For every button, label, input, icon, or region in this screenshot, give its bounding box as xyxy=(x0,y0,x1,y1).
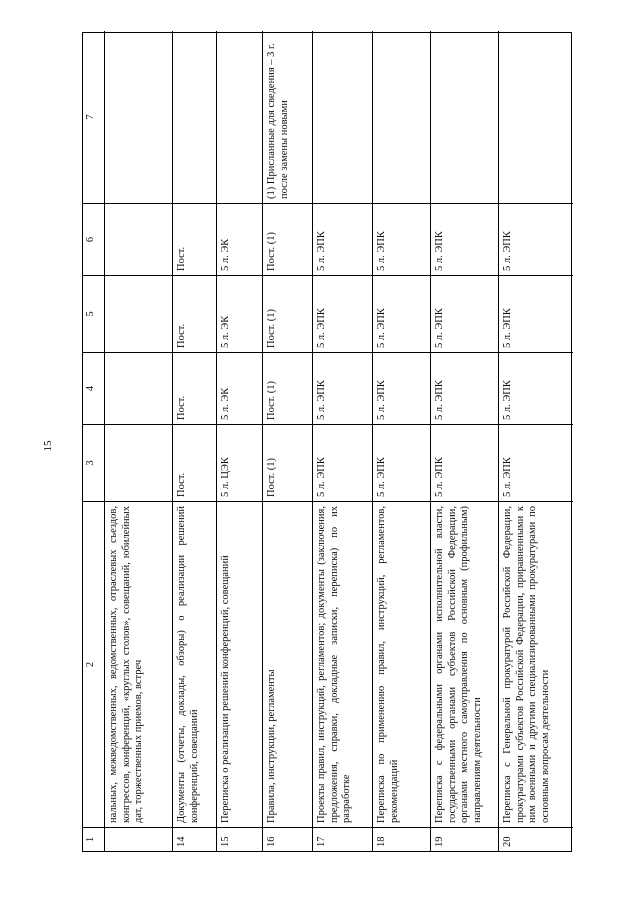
retention-term-col5: 5 л. ЭПК xyxy=(373,275,430,352)
table-header-row xyxy=(83,31,105,851)
row-number: 14 xyxy=(173,827,216,851)
retention-term-col5: 5 л. ЭК xyxy=(217,275,262,352)
retention-term-col6: 5 л. ЭК xyxy=(217,203,262,275)
retention-term-col5: Пост. xyxy=(173,275,216,352)
row-number: 18 xyxy=(373,827,430,851)
retention-term-col3: Пост. (1) xyxy=(263,424,312,501)
retention-term-col3: Пост. xyxy=(173,424,216,501)
notes xyxy=(173,31,216,203)
table-row xyxy=(263,31,313,851)
retention-term-col4: 5 л. ЭПК xyxy=(431,352,498,424)
row-number: 19 xyxy=(431,827,498,851)
retention-term-col4: Пост. (1) xyxy=(263,352,312,424)
retention-term-col6: 5 л. ЭПК xyxy=(313,203,372,275)
retention-term-col5: Пост. (1) xyxy=(263,275,312,352)
retention-term-col3: 5 л. ЭПК xyxy=(373,424,430,501)
document-description: Правила, инструкции, регламенты xyxy=(263,501,312,827)
notes xyxy=(499,31,573,203)
header-cell-4: 4 xyxy=(83,352,104,424)
notes xyxy=(217,31,262,203)
retention-term-col4: 5 л. ЭПК xyxy=(373,352,430,424)
retention-term-col3: 5 л. ЦЭК xyxy=(217,424,262,501)
retention-term-col3 xyxy=(105,424,172,501)
document-description: Переписка с федеральными органами исполнительной власти, государственными органами субъектов Российской Федерации, органами местного самоуправления по основным (профильным) направлениям деятельности xyxy=(431,501,498,827)
retention-term-col6: 5 л. ЭПК xyxy=(431,203,498,275)
document-description: нальных, межведомственных, ведомственных, отраслевых съездов, конгрессов, конференций, «круглых столов», совещаний, юбилейных дат, торжественных приемов, встреч xyxy=(105,501,172,827)
row-number xyxy=(105,827,172,851)
retention-term-col5 xyxy=(105,275,172,352)
retention-term-col3: 5 л. ЭПК xyxy=(431,424,498,501)
table-row xyxy=(373,31,431,851)
document-description: Переписка с Генеральной прокуратурой Российской Федерации, прокуратурами субъектов Российской Федерации, приравненными к ним военными и другими специализированными прокуратурами по основным вопросам деятельности xyxy=(499,501,573,827)
notes: (1) Присланные для сведения – 3 г. после замены новыми xyxy=(266,43,290,199)
notes xyxy=(431,31,498,203)
document-description: Документы (отчеты, доклады, обзоры) о реализации решений конференций, совещаний xyxy=(173,501,216,827)
notes xyxy=(105,31,172,203)
header-cell-5: 5 xyxy=(83,275,104,352)
document-description: Переписка о реализации решений конференций, совещаний xyxy=(217,501,262,827)
retention-term-col4: 5 л. ЭК xyxy=(217,352,262,424)
notes xyxy=(373,31,430,203)
records-table xyxy=(82,32,572,852)
retention-term-col6: Пост. xyxy=(173,203,216,275)
retention-term-col4: 5 л. ЭПК xyxy=(499,352,573,424)
retention-term-col5: 5 л. ЭПК xyxy=(499,275,573,352)
retention-term-col4 xyxy=(105,352,172,424)
retention-term-col4: Пост. xyxy=(173,352,216,424)
retention-term-col3: 5 л. ЭПК xyxy=(499,424,573,501)
retention-term-col6: 5 л. ЭПК xyxy=(373,203,430,275)
retention-term-col4: 5 л. ЭПК xyxy=(313,352,372,424)
table-row xyxy=(499,31,573,851)
retention-term-col5: 5 л. ЭПК xyxy=(431,275,498,352)
table-row xyxy=(217,31,263,851)
retention-term-col3: 5 л. ЭПК xyxy=(313,424,372,501)
header-cell-7: 7 xyxy=(85,114,96,120)
table-row xyxy=(313,31,373,851)
row-number: 16 xyxy=(263,827,312,851)
row-number: 15 xyxy=(217,827,262,851)
notes xyxy=(313,31,372,203)
retention-term-col5: 5 л. ЭПК xyxy=(313,275,372,352)
header-cell-2: 2 xyxy=(83,501,104,827)
table-row xyxy=(105,31,173,851)
table-row xyxy=(431,31,499,851)
retention-term-col6 xyxy=(105,203,172,275)
page-number: 15 xyxy=(42,440,54,452)
header-cell-1: 1 xyxy=(83,827,104,851)
document-description: Проекты правил, инструкций, регламентов; документы (заключения, предложения, справки, докладные записки, переписка) по их разработке xyxy=(313,501,372,827)
row-number: 17 xyxy=(313,827,372,851)
document-description: Переписка по применению правил, инструкций, регламентов, рекомендаций xyxy=(373,501,430,827)
retention-term-col6: Пост. (1) xyxy=(263,203,312,275)
header-cell-6: 6 xyxy=(83,203,104,275)
row-number: 20 xyxy=(499,827,573,851)
table-row xyxy=(173,31,217,851)
retention-term-col6: 5 л. ЭПК xyxy=(499,203,573,275)
header-cell-3: 3 xyxy=(83,424,104,501)
